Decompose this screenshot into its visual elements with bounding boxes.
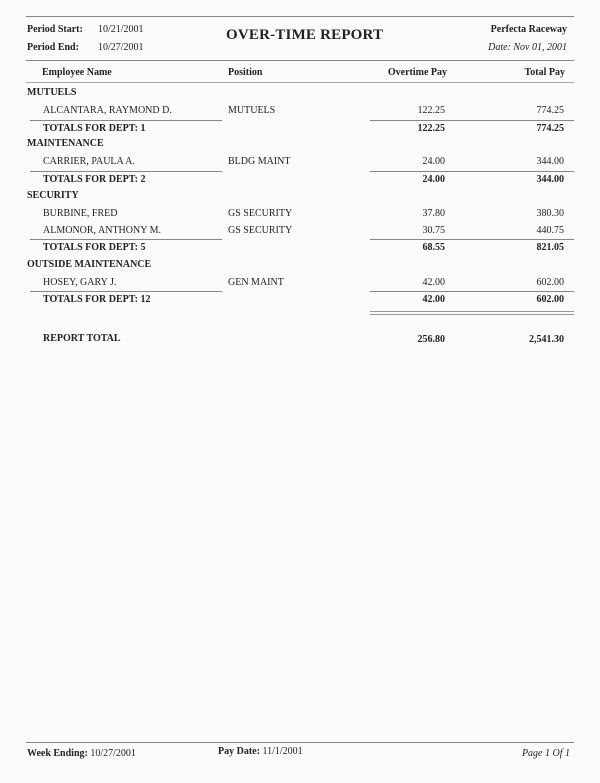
- dept-total-rule: [370, 291, 574, 292]
- pay-date-value: 11/1/2001: [262, 746, 303, 757]
- dept-totals-total: 602.00: [536, 294, 564, 305]
- report-title: OVER-TIME REPORT: [226, 27, 384, 43]
- employee-position: GS SECURITY: [228, 225, 293, 236]
- employee-position: BLDG MAINT: [228, 156, 291, 167]
- report-total-overtime: 256.80: [417, 334, 445, 345]
- period-end-label: Period End:: [27, 42, 79, 53]
- employee-position: MUTUELS: [228, 105, 276, 116]
- dept-heading: MAINTENANCE: [27, 138, 104, 149]
- report-total-double-rule: [370, 311, 574, 315]
- dept-totals-label: TOTALS FOR DEPT: 1: [43, 123, 146, 134]
- period-start-value: 10/21/2001: [98, 24, 144, 35]
- report-total-total: 2,541.30: [529, 334, 564, 345]
- dept-total-rule: [30, 120, 222, 121]
- employee-total: 602.00: [536, 277, 564, 288]
- header-rule: [26, 60, 574, 61]
- column-header-rule: [26, 82, 574, 83]
- employee-position: GEN MAINT: [228, 277, 284, 288]
- dept-totals-total: 774.25: [536, 123, 564, 134]
- dept-heading: OUTSIDE MAINTENANCE: [27, 259, 152, 270]
- period-end-value: 10/27/2001: [98, 42, 144, 53]
- employee-overtime: 122.25: [417, 105, 445, 116]
- week-ending-value: 10/27/2001: [90, 748, 136, 759]
- dept-total-rule: [370, 171, 574, 172]
- dept-total-rule: [30, 291, 222, 292]
- week-ending-label: Week Ending:: [27, 748, 88, 759]
- dept-total-rule: [370, 239, 574, 240]
- pay-date-label: Pay Date:: [218, 746, 260, 757]
- dept-total-rule: [370, 120, 574, 121]
- employee-total: 380.30: [536, 208, 564, 219]
- employee-position: GS SECURITY: [228, 208, 293, 219]
- employee-overtime: 42.00: [422, 277, 445, 288]
- pay-date: [218, 746, 303, 757]
- dept-totals-label: TOTALS FOR DEPT: 2: [43, 174, 146, 185]
- dept-heading: MUTUELS: [27, 87, 77, 98]
- week-ending: [27, 748, 136, 759]
- employee-overtime: 30.75: [422, 225, 445, 236]
- col-overtime-pay: Overtime Pay: [387, 67, 447, 78]
- col-employee-name: Employee Name: [42, 67, 112, 78]
- report-total-label: REPORT TOTAL: [43, 333, 121, 344]
- employee-total: 344.00: [536, 156, 564, 167]
- employee-name: HOSEY, GARY J.: [43, 277, 117, 288]
- top-rule: [26, 16, 574, 17]
- dept-totals-overtime: 24.00: [422, 174, 445, 185]
- employee-name: CARRIER, PAULA A.: [43, 156, 135, 167]
- dept-total-rule: [30, 239, 222, 240]
- employee-total: 440.75: [536, 225, 564, 236]
- col-total-pay: Total Pay: [524, 67, 565, 78]
- dept-totals-overtime: 42.00: [422, 294, 445, 305]
- col-position: Position: [228, 67, 263, 78]
- dept-total-rule: [30, 171, 222, 172]
- employee-overtime: 37.80: [422, 208, 445, 219]
- report-date: Date: Nov 01, 2001: [488, 42, 567, 53]
- dept-totals-label: TOTALS FOR DEPT: 12: [43, 294, 151, 305]
- footer-rule: [26, 742, 574, 743]
- employee-total: 774.25: [536, 105, 564, 116]
- period-start-label: Period Start:: [27, 24, 83, 35]
- dept-totals-overtime: 122.25: [417, 123, 445, 134]
- dept-totals-overtime: 68.55: [422, 242, 445, 253]
- dept-totals-total: 344.00: [536, 174, 564, 185]
- employee-name: ALCANTARA, RAYMOND D.: [43, 105, 172, 116]
- employee-overtime: 24.00: [422, 156, 445, 167]
- dept-totals-label: TOTALS FOR DEPT: 5: [43, 242, 146, 253]
- page-number: Page 1 Of 1: [521, 748, 570, 759]
- employee-name: ALMONOR, ANTHONY M.: [43, 225, 161, 236]
- dept-heading: SECURITY: [27, 190, 79, 201]
- dept-totals-total: 821.05: [536, 242, 564, 253]
- employee-name: BURBINE, FRED: [43, 208, 118, 219]
- company-name: Perfecta Raceway: [490, 24, 567, 35]
